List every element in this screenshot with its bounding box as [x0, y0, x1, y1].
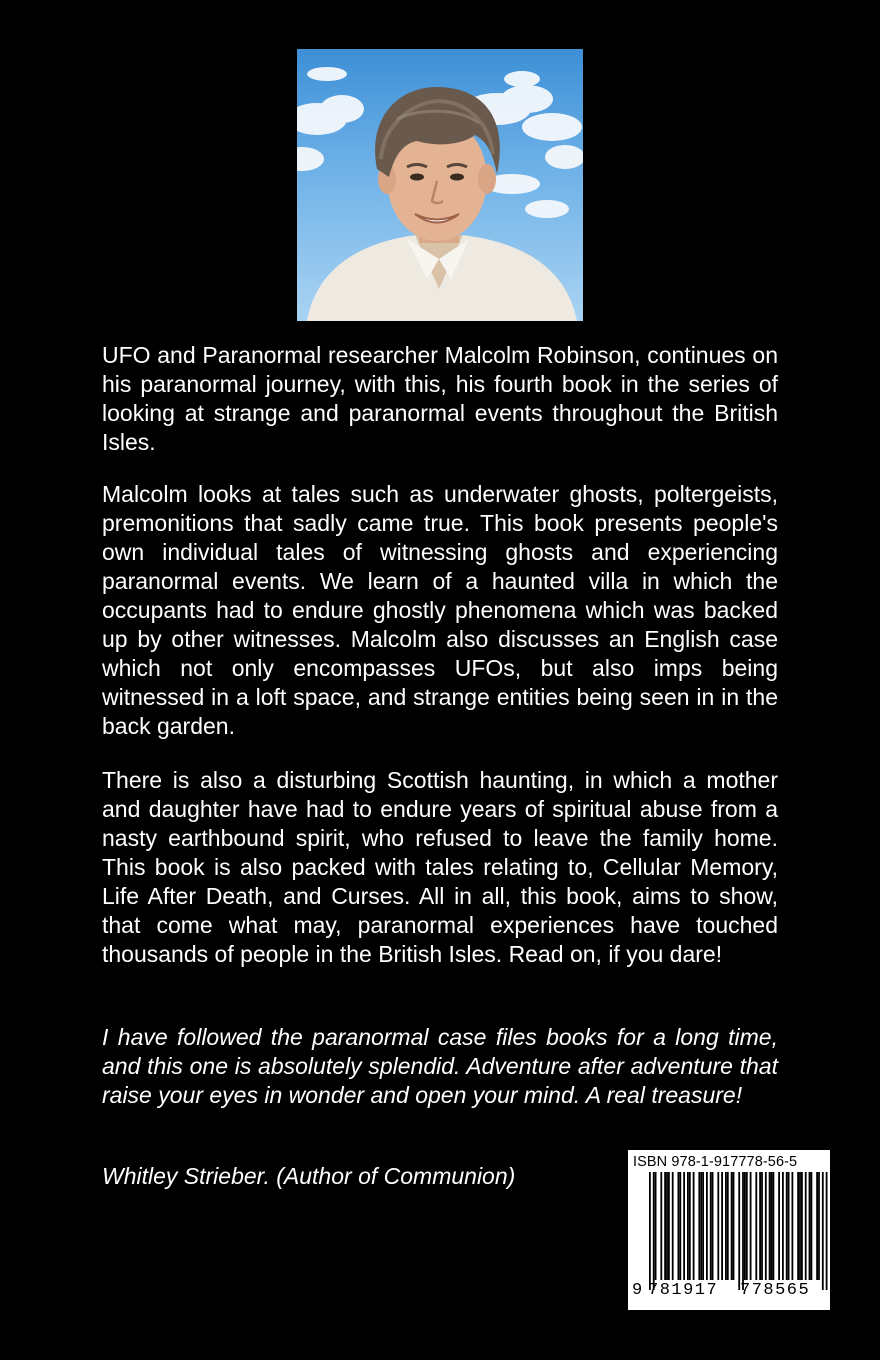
author-portrait-illustration [297, 49, 583, 321]
barcode-bar [761, 1172, 763, 1280]
barcode-bar [668, 1172, 670, 1280]
description-paragraph-1: UFO and Paranormal researcher Malcolm Robinson, continues on his paranormal journey, with this, his fourth book in the series of looking at strange and paranormal events throughout the British Isles. [102, 342, 778, 455]
barcode-bar [693, 1172, 695, 1280]
barcode-bar [678, 1172, 680, 1280]
barcode-bar [822, 1172, 824, 1290]
barcode-bar [778, 1172, 780, 1280]
review-quote: I have followed the paranormal case files books for a long time, and this one is absolutely splendid. Adventure after adventure that raise your eyes in wonder and open your mind. A real treasure! [102, 1024, 778, 1108]
barcode-bar [782, 1172, 784, 1280]
barcode-bar [750, 1172, 752, 1280]
barcode-bar [725, 1172, 727, 1280]
barcode-bar [683, 1172, 685, 1280]
barcode-bar [746, 1172, 748, 1280]
barcode-bar [717, 1172, 719, 1280]
review-attribution: Whitley Strieber. (Author of Communion) [102, 1163, 516, 1189]
barcode-bar [738, 1172, 740, 1290]
barcode-bar [731, 1172, 733, 1280]
barcode-bar [792, 1172, 794, 1280]
barcode-bar [755, 1172, 757, 1280]
barcode-bar [801, 1172, 803, 1280]
barcode-bar [698, 1172, 700, 1280]
barcode-bar [788, 1172, 790, 1280]
barcode-bar [649, 1172, 651, 1290]
barcode-bar [702, 1172, 704, 1280]
barcode-bar [653, 1172, 655, 1290]
barcode-bar [679, 1172, 681, 1280]
description-paragraph-2: Malcolm looks at tales such as underwater ghosts, poltergeists, premonitions that sadly came true. This book presents people's own individual tales of witnessing ghosts and experiencing paranormal events. We learn of a haunted villa in which the occupants had to endure ghostly phenomena which was backed up by other witnesses. Malcolm also discusses an English case which not only encompasses UFOs, but also imps being witnessed in a loft space, and strange entities being seen in in the back garden. [102, 481, 778, 739]
barcode-bar [664, 1172, 666, 1280]
barcode-bar [744, 1172, 746, 1280]
barcode-bar [773, 1172, 775, 1280]
barcode-bar [660, 1172, 662, 1280]
barcode-bar [742, 1172, 744, 1290]
barcode-bar [727, 1172, 729, 1280]
barcode-bar [759, 1172, 761, 1280]
barcode-bar [706, 1172, 708, 1280]
barcode-bar [689, 1172, 691, 1280]
barcode-bar [809, 1172, 811, 1280]
isbn-barcode [628, 1150, 830, 1310]
barcode-lead-digit: 9 [632, 1281, 643, 1300]
description-paragraph-3: There is also a disturbing Scottish haunting, in which a mother and daughter have had to endure years of spiritual abuse from a nasty earthbound spirit, who refused to leave the family home. This book is also packed with tales relating to, Cellular Memory, Life After Death, and Curses. All in all, this book, aims to show, that come what may, paranormal experiences have touched thousands of people in the British Isles. Read on, if you dare! [102, 767, 778, 967]
barcode-bar [655, 1172, 657, 1280]
barcode-bar [771, 1172, 773, 1280]
barcode-bar [700, 1172, 702, 1280]
barcode-bar [721, 1172, 723, 1280]
barcode-bar [733, 1172, 735, 1280]
barcode-digit-group-2: 778565 [740, 1281, 811, 1300]
barcode-bar [666, 1172, 668, 1280]
barcode-bar [769, 1172, 771, 1280]
barcode-bar [786, 1172, 788, 1280]
barcode-digit-group-1: 781917 [648, 1281, 719, 1300]
barcode-bar [811, 1172, 813, 1280]
author-photo [297, 49, 583, 321]
barcode-bar [797, 1172, 799, 1280]
barcode-bar [805, 1172, 807, 1280]
barcode-bar [826, 1172, 828, 1290]
isbn-label: ISBN 978-1-917778-56-5 [633, 1154, 798, 1170]
barcode-bar [799, 1172, 801, 1280]
barcode-bar [816, 1172, 818, 1280]
barcode-bar [710, 1172, 712, 1280]
barcode-bar [672, 1172, 674, 1280]
barcode-bar [687, 1172, 689, 1280]
barcode-bar [765, 1172, 767, 1280]
barcode-bar [712, 1172, 714, 1280]
barcode-bar [818, 1172, 820, 1280]
